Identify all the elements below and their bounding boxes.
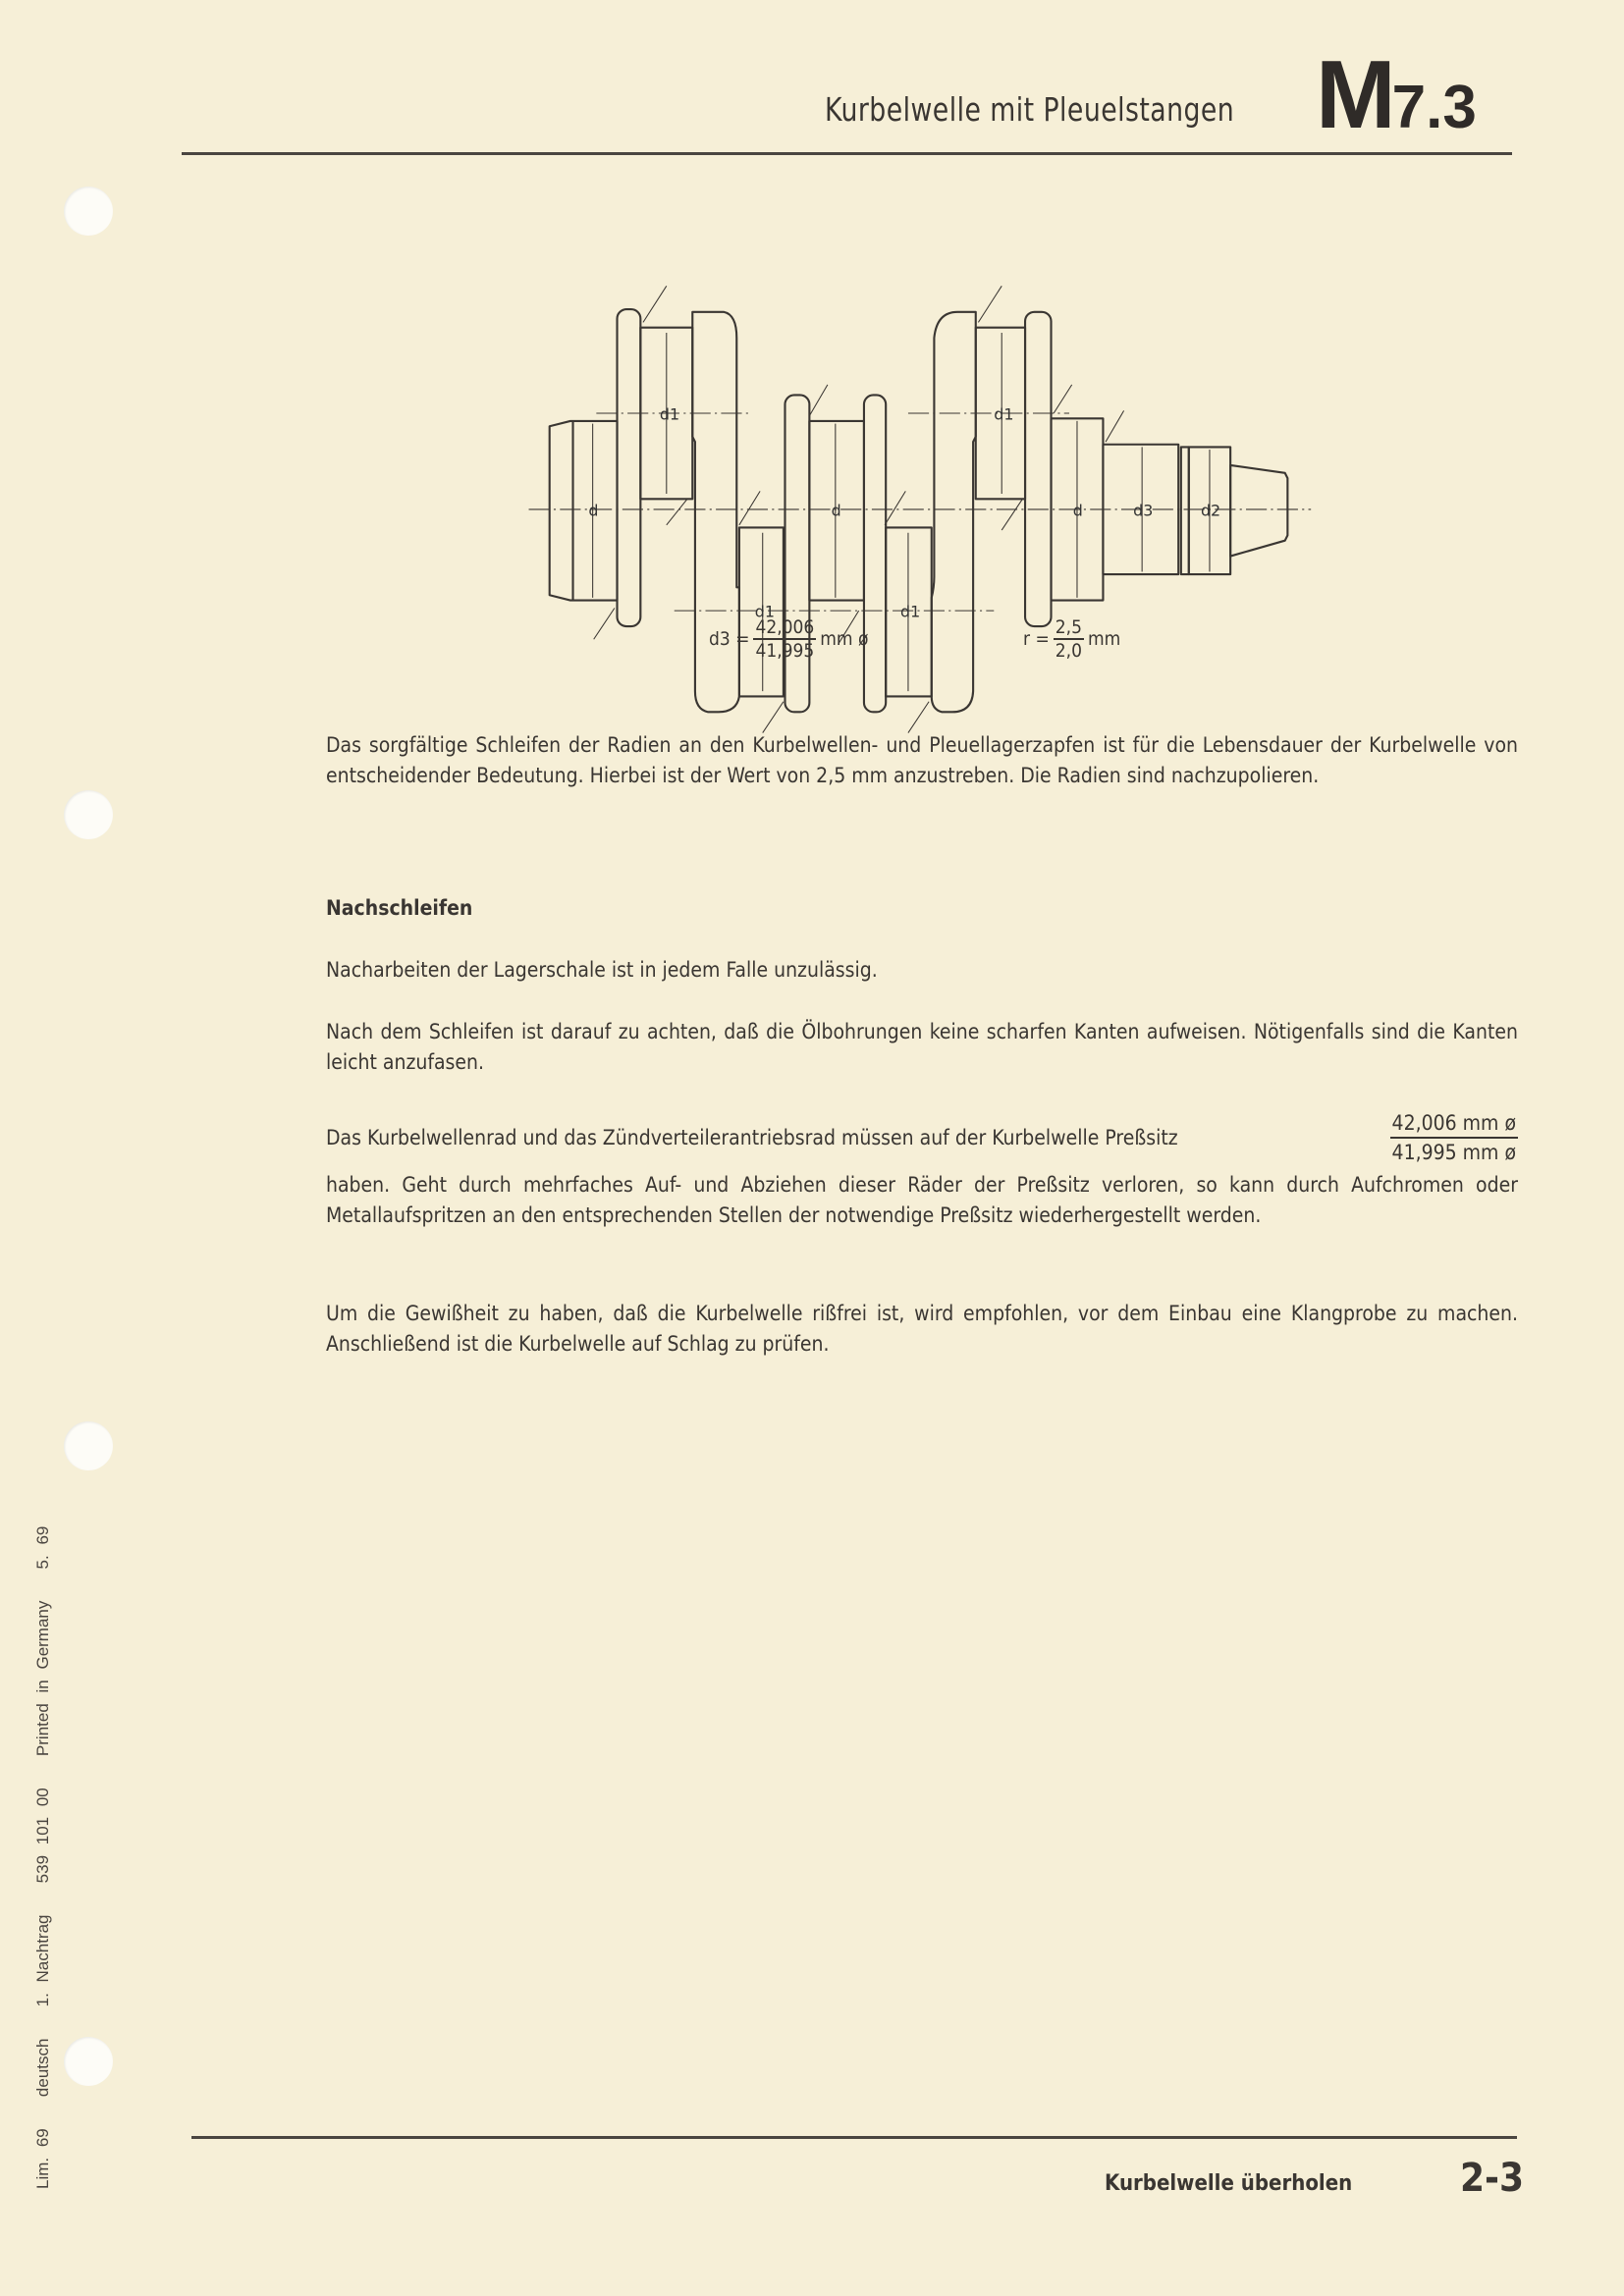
label-d1: d1 (659, 404, 680, 424)
label-d3: d3 (1133, 501, 1154, 520)
punch-hole (64, 187, 113, 236)
numerator: 2,5 (1055, 616, 1082, 638)
paragraph: Nach dem Schleifen ist darauf zu achten, daß die Ölbohrungen keine scharfen Kanten aufweisen. Nötigenfalls sind die Kanten leicht anzufasen. (326, 1020, 1518, 1074)
label-d1: d1 (754, 602, 775, 621)
fraction (753, 616, 816, 662)
web-6 (1025, 312, 1051, 626)
formula-d3-lhs: d3 = (709, 628, 750, 650)
paragraph: haben. Geht durch mehrfaches Auf- und Abziehen dieser Räder der Preßsitz verloren, so kann durch Aufchromen oder Metallaufspritzen an den entsprechenden Stellen der notwendige Preßsitz wiederhergestellt werden. (326, 1173, 1518, 1227)
footer-rule (191, 2136, 1517, 2139)
web-4 (864, 395, 886, 712)
denominator: 41,995 mm ø (1391, 1141, 1516, 1164)
page-number: 2-3 (1460, 2156, 1525, 2201)
numerator: 42,006 mm ø (1390, 1109, 1518, 1139)
label-d1: d1 (994, 404, 1014, 424)
label-d2: d2 (1200, 501, 1221, 520)
label-d: d (588, 501, 599, 520)
footer-chapter: Kurbelwelle überholen (1105, 2171, 1353, 2196)
formula-r-unit: mm (1087, 628, 1121, 650)
print-info: Lim. 69 deutsch 1. Nachtrag 539 101 00 Printed in Germany 5. 69 (33, 1525, 52, 2189)
page-title: Kurbelwelle mit Pleuelstangen (825, 90, 1235, 129)
label-d1: d1 (900, 602, 921, 621)
formula-r (1023, 616, 1120, 662)
press-fit-fraction (1390, 1109, 1518, 1166)
punch-hole (64, 2037, 113, 2086)
paragraph-start: Das Kurbelwellenrad und das Zündverteilerantriebsrad müssen auf der Kurbelwelle Preßsitz (326, 1125, 1178, 1149)
label-d: d (831, 501, 841, 520)
paragraph: Um die Gewißheit zu haben, daß die Kurbelwelle rißfrei ist, wird empfohlen, vor dem Einbau eine Klangprobe zu machen. Anschließend ist die Kurbelwelle auf Schlag zu prüfen. (326, 1302, 1518, 1356)
section-code (1316, 39, 1477, 150)
front-journal (550, 421, 618, 601)
intro-paragraph: Das sorgfältige Schleifen der Radien an den Kurbelwellen- und Pleuellagerzapfen ist für die Lebensdauer der Kurbelwelle von entscheidender Bedeutung. Hierbei ist der Wert von 2,5 mm anzustreben. Die Radien sind nachzupolieren. (326, 733, 1518, 787)
label-d: d (1072, 501, 1083, 520)
formula-d3-unit: mm ø (820, 628, 869, 650)
web-5 (932, 312, 976, 713)
punch-hole (64, 1421, 113, 1470)
section-letter: M (1316, 40, 1392, 148)
section-number: 7.3 (1391, 74, 1477, 141)
crankshaft-diagram (511, 265, 1326, 774)
denominator: 2,0 (1055, 640, 1082, 662)
denominator: 41,995 (755, 640, 815, 662)
taper-end (1230, 465, 1287, 557)
groove (1181, 447, 1189, 574)
punch-hole (64, 790, 113, 839)
header-rule (182, 152, 1512, 155)
section-heading: Nachschleifen (326, 896, 473, 920)
paragraph: Nacharbeiten der Lagerschale ist in jedem Falle unzulässig. (326, 958, 878, 982)
formula-d3 (709, 616, 868, 662)
web-3 (785, 395, 809, 712)
formula-r-lhs: r = (1023, 628, 1050, 650)
fraction (1054, 616, 1084, 662)
web-1 (618, 309, 641, 626)
numerator: 42,006 (755, 616, 815, 638)
